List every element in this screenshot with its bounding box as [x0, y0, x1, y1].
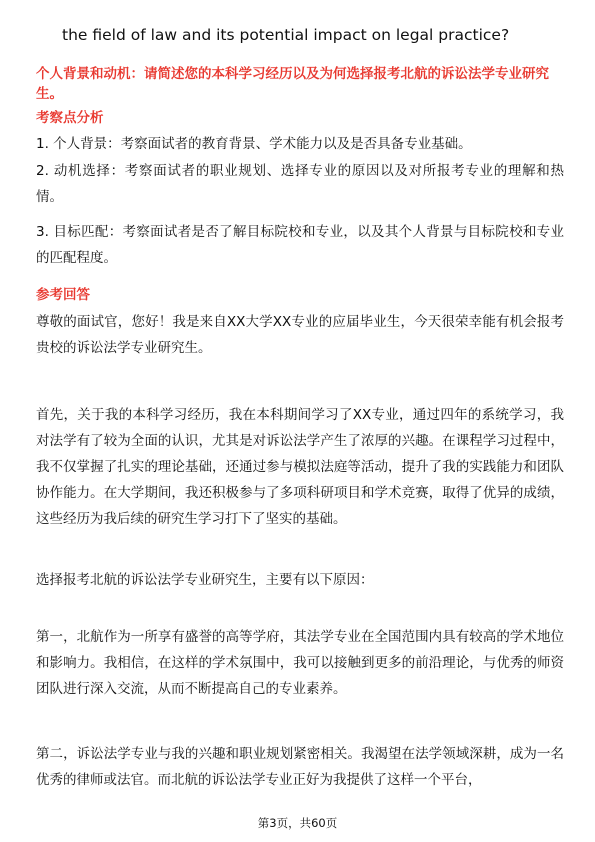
analysis-point-3: 3. 目标匹配：考察面试者是否了解目标院校和专业，以及其个人背景与目标院校和专业的匹配程度。 [36, 224, 564, 266]
answer-paragraph-5: 第二，诉讼法学专业与我的兴趣和职业规划紧密相关。我渴望在法学领域深耕，成为一名优秀的律师或法官。而北航的诉讼法学专业正好为我提供了这样一个平台， [36, 746, 564, 788]
previous-question-tail: the field of law and its potential impact on legal practice? [62, 26, 510, 44]
question-heading: 个人背景和动机：请简述您的本科学习经历以及为何选择报考北航的诉讼法学专业研究生。 [36, 66, 549, 102]
answer-paragraph-2: 首先，关于我的本科学习经历，我在本科期间学习了XX专业，通过四年的系统学习，我对法学有了较为全面的认识，尤其是对诉讼法学产生了浓厚的兴趣。在课程学习过程中，我不仅掌握了扎实的理论基础，还通过参与模拟法庭等活动，提升了我的实践能力和团队协作能力。在大学期间，我还积极参与了多项科研项目和学术竞赛，取得了优异的成绩，这些经历为我后续的研究生学习打下了坚实的基础。 [36, 407, 564, 527]
answer-paragraph-1: 尊敬的面试官，您好！我是来自XX大学XX专业的应届毕业生，今天很荣幸能有机会报考贵校的诉讼法学专业研究生。 [36, 314, 564, 356]
answer-paragraph-3: 选择报考北航的诉讼法学专业研究生，主要有以下原因： [36, 572, 374, 588]
page-number: 第3页，共60页 [257, 816, 338, 830]
answer-heading: 参考回答 [36, 287, 90, 303]
analysis-heading: 考察点分析 [36, 110, 104, 126]
analysis-point-1: 1. 个人背景：考察面试者的教育背景、学术能力以及是否具备专业基础。 [36, 136, 472, 152]
answer-paragraph-4: 第一，北航作为一所享有盛誉的高等学府，其法学专业在全国范围内具有较高的学术地位和影响力。我相信，在这样的学术氛围中，我可以接触到更多的前沿理论，与优秀的师资团队进行深入交流，从而不断提高自己的专业素养。 [36, 629, 564, 697]
analysis-point-2: 2. 动机选择：考察面试者的职业规划、选择专业的原因以及对所报考专业的理解和热情。 [36, 163, 564, 205]
